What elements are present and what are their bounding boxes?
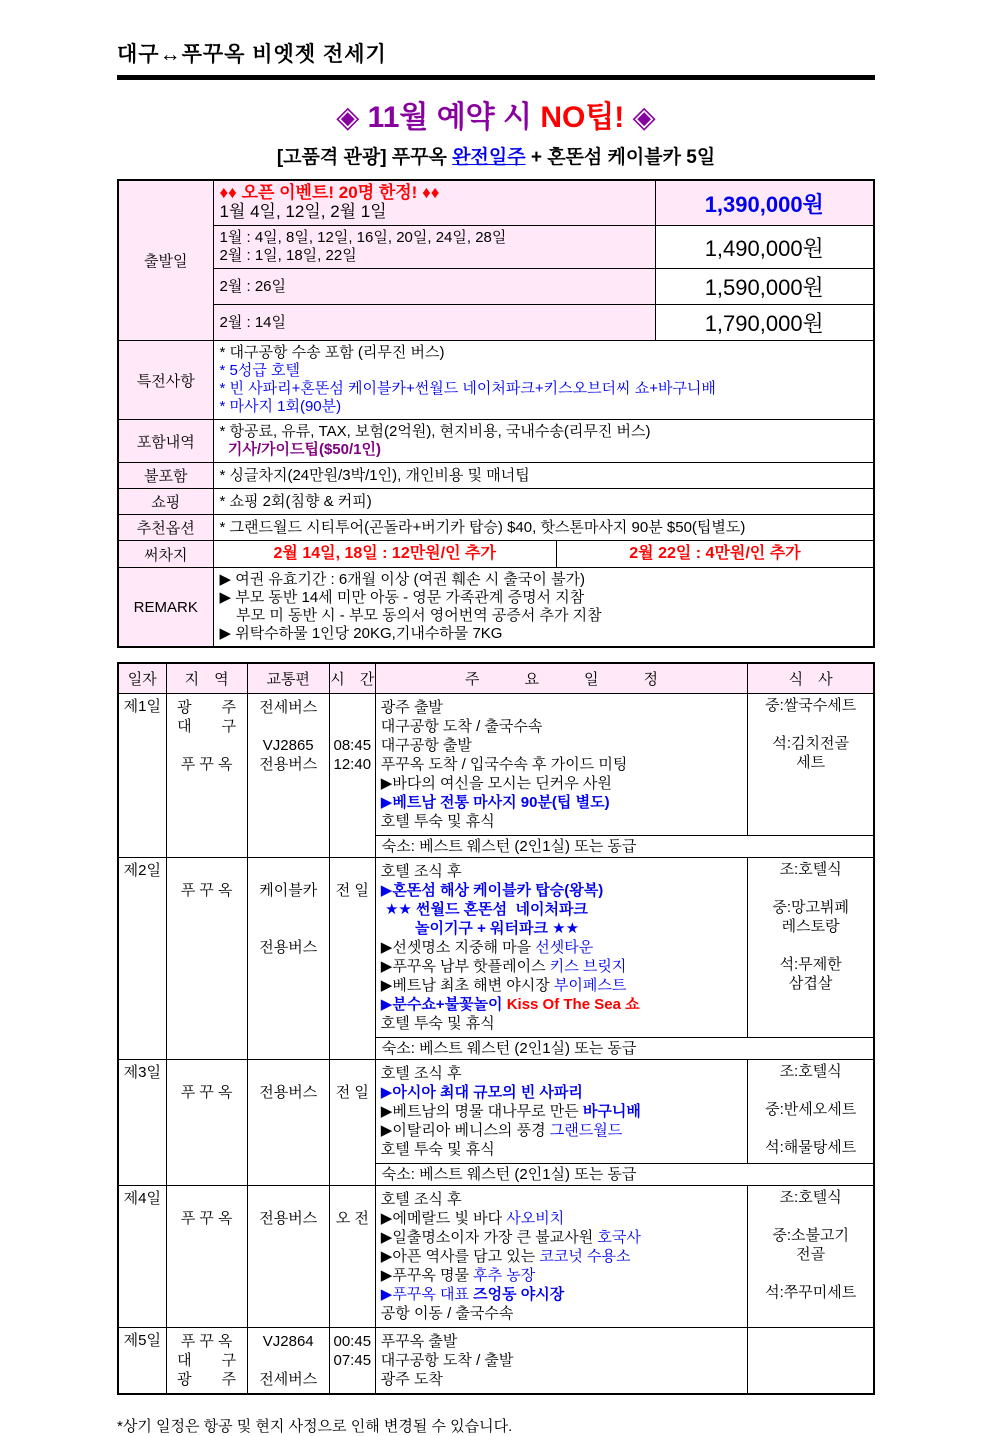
schedule-line: [381, 1209, 742, 1228]
schedule-line: [381, 1266, 742, 1285]
text-segment: 대구공항 도착 / 출국수속: [380, 718, 543, 735]
schedule-line: [381, 1332, 742, 1351]
text-segment: 호텔 조식 후: [380, 1065, 462, 1082]
transport-cell: [247, 694, 329, 858]
transport-cell-line: [249, 862, 328, 881]
remark-line: [220, 607, 868, 625]
row-label: 포함내역: [118, 420, 213, 463]
schedule-line: [381, 1102, 742, 1121]
text-segment: ♦♦ 오픈 이벤트! 20명 한정! ♦♦: [219, 183, 440, 202]
text-segment: 바구니배: [582, 1103, 641, 1120]
meal-line: 중:소불고기: [772, 1227, 849, 1244]
meal-line: 레스토랑: [781, 918, 840, 935]
footnote: *상기 일정은 항공 및 현지 사정으로 인해 변경될 수 있습니다.: [117, 1418, 513, 1435]
time-cell-line: 00:45: [333, 1333, 372, 1350]
text-segment: 1월 4일, 12일, 2월 1일: [219, 202, 387, 221]
schedule-line: [381, 938, 742, 957]
text-segment: 후추 농장: [473, 1267, 536, 1284]
schedule-cell: [375, 1186, 747, 1328]
meal-line: 석:쭈꾸미세트: [765, 1284, 857, 1301]
schedule-line: [381, 1083, 742, 1102]
meal-line: 조:호텔식: [779, 1063, 842, 1080]
region-cell-line: 광 주: [177, 1371, 237, 1388]
meal-line: [749, 879, 872, 898]
region-cell-line: 대 구: [177, 1352, 237, 1369]
transport-cell-line: [249, 1351, 328, 1370]
fare-price: 1,590,000원: [655, 269, 874, 305]
fare-date-line: [220, 314, 649, 332]
meal-line: 석:김치전골: [772, 735, 849, 752]
text-segment: 호텔 조식 후: [380, 1191, 462, 1208]
day-row: [118, 858, 874, 1038]
region-cell-line: [168, 862, 246, 881]
lodging-cell: 숙소: 베스트 웨스턴 (2인1실) 또는 동급: [375, 1164, 874, 1186]
time-cell-line: 오 전: [335, 1210, 369, 1227]
schedule-cell: [375, 1328, 747, 1395]
region-cell-line: 광 주: [177, 699, 237, 716]
schedule-line: [381, 1370, 742, 1389]
text-segment: 사오비치: [506, 1210, 565, 1227]
itin-header-row: [118, 663, 874, 694]
meal-line: [749, 1207, 872, 1226]
text-segment: ▶푸꾸옥 대표: [380, 1286, 474, 1303]
schedule-line: [381, 1140, 742, 1159]
text-segment: ▶아픈 역사를 담고 있는: [380, 1248, 540, 1265]
text-segment: * 그랜드월드 시티투어(곤돌라+버기카 탑승) $40, 핫스톤마사지 90분 $50(팁별도): [219, 518, 746, 536]
meal-line: 석:해물탕세트: [765, 1139, 857, 1156]
text-segment: ▶푸꾸옥 명물: [380, 1267, 474, 1284]
schedule-line: [381, 995, 742, 1014]
text-segment: ▶아시아 최대 규모의 빈 사파리: [380, 1084, 583, 1101]
schedule-line: [381, 1190, 742, 1209]
transport-cell-line: 전용버스: [259, 939, 318, 956]
text-segment: 기사/가이드팁($50/1인): [219, 441, 381, 458]
schedule-line: [381, 957, 742, 976]
text-segment: 즈엉동 야시장: [473, 1286, 565, 1303]
day-row: [118, 1060, 874, 1164]
text-segment: 호국사: [597, 1229, 641, 1246]
row-label: 특전사항: [118, 341, 213, 420]
text-segment: 공항 이동 / 출국수속: [380, 1305, 514, 1322]
text-segment: 호텔 투숙 및 휴식: [380, 1015, 495, 1032]
time-cell-line: 08:45: [333, 737, 372, 754]
diamond-icon: ◈: [632, 101, 656, 134]
promo-banner: [117, 92, 875, 136]
day-label: 제2일: [118, 858, 166, 1060]
row-label-departure: 출발일: [118, 180, 213, 341]
text-segment: 푸꾸옥 도착 / 입국수속 후 가이드 미팅: [380, 756, 628, 773]
schedule-line: [381, 1304, 742, 1323]
meal-line: [749, 1081, 872, 1100]
region-cell-line: [168, 1064, 246, 1083]
fare-date-line: [220, 229, 649, 247]
fare-price: 1,490,000원: [655, 226, 874, 269]
info-body: [213, 515, 874, 541]
schedule-line: [381, 976, 742, 995]
time-cell-line: 12:40: [333, 756, 372, 773]
time-cell: [329, 694, 375, 858]
text-segment: 호텔 조식 후: [380, 863, 462, 880]
subtitle-suffix: + 혼똔섬 케이블카 5일: [525, 147, 716, 168]
text-segment: * 쇼핑 2회(침향 & 커피): [219, 492, 372, 510]
transport-cell: [247, 1328, 329, 1395]
info-row: [118, 420, 874, 463]
row-label: 불포함: [118, 463, 213, 489]
text-segment: ▶ 위탁수하물 1인당 20KG,기내수하물 7KG: [219, 625, 503, 642]
surcharge-flex: [214, 541, 874, 567]
text-segment: * 싱글차지(24만원/3박/1인), 개인비용 및 매너팁: [219, 466, 530, 484]
region-cell: [166, 694, 247, 858]
info-line: [220, 467, 868, 485]
row-label: 쇼핑: [118, 489, 213, 515]
fare-date-line: [220, 247, 649, 265]
info-row: [118, 515, 874, 541]
info-line: [220, 362, 868, 380]
surcharge-text: 2월 14일, 18일 : 12만원/인 추가: [273, 545, 496, 562]
meal-line: [749, 715, 872, 734]
time-cell: [329, 858, 375, 1060]
transport-cell-line: VJ2864: [262, 1333, 314, 1350]
fare-dates: [213, 269, 655, 305]
text-segment: * 빈 사파리+혼똔섬 케이블카+썬월드 네이처파크+키스오브더씨 쇼+바구니배: [219, 380, 716, 397]
schedule-line: [381, 755, 742, 774]
promo-notip-text: NO팁!: [540, 101, 625, 134]
region-cell-line: 푸 꾸 옥: [180, 756, 233, 773]
schedule-line: [381, 1014, 742, 1033]
info-body: [213, 420, 874, 463]
schedule-line: [381, 1228, 742, 1247]
info-body: [213, 463, 874, 489]
remark-row: [118, 568, 874, 648]
lodging-cell: 숙소: 베스트 웨스턴 (2인1실) 또는 동급: [375, 1038, 874, 1060]
day-row: [118, 694, 874, 836]
transport-cell-line: [249, 919, 328, 938]
transport-cell: [247, 1060, 329, 1186]
promo-month-text: 11월 예약 시: [367, 101, 532, 134]
transport-cell-line: 전세버스: [259, 1371, 318, 1388]
meal-line: 조:호텔식: [779, 1189, 842, 1206]
text-segment: ▶혼똔섬 해상 케이블카 탑승(왕복): [380, 882, 604, 899]
fare-price: 1,390,000원: [655, 180, 874, 226]
text-segment: 2월 : 1일, 18일, 22일: [219, 247, 357, 264]
text-segment: ▶ 부모 동반 14세 미만 아동 - 영문 가족관계 증명서 지참: [219, 589, 585, 606]
info-row: [118, 341, 874, 420]
schedule-line: [381, 881, 742, 900]
header-cell: 시 간: [329, 663, 375, 694]
text-segment: * 대구공항 수송 포함 (리무진 버스): [219, 344, 445, 361]
region-cell-line: [168, 736, 246, 755]
diamond-icon: ◈: [336, 101, 360, 134]
time-cell-line: [331, 1064, 374, 1083]
day-label: 제5일: [118, 1328, 166, 1395]
schedule-cell: [375, 694, 747, 836]
schedule-line: [381, 1121, 742, 1140]
transport-cell-line: [249, 717, 328, 736]
meal-line: 중:반세오세트: [765, 1101, 857, 1118]
text-segment: 푸꾸옥 출발: [380, 1333, 458, 1350]
surcharge-cells: [213, 541, 874, 568]
transport-cell-line: [249, 900, 328, 919]
info-line: [220, 344, 868, 362]
info-row: [118, 463, 874, 489]
schedule-line: [381, 1285, 742, 1304]
text-segment: 광주 도착: [380, 1371, 443, 1388]
schedule-line: [381, 919, 742, 938]
region-cell: [166, 1328, 247, 1395]
info-line: [220, 423, 868, 441]
text-segment: ▶이탈리아 베니스의 풍경: [380, 1122, 550, 1139]
text-segment: 대구공항 도착 / 출발: [380, 1352, 514, 1369]
flyer-content: [117, 38, 875, 1436]
schedule-line: [381, 698, 742, 717]
time-cell-line: 전 일: [335, 1084, 369, 1101]
fare-row: [118, 226, 874, 269]
meal-line: 중:망고뷔페: [772, 899, 849, 916]
text-segment: ▶에메랄드 빛 바다: [380, 1210, 507, 1227]
meal-cell: [748, 1186, 874, 1328]
meal-line: [749, 1119, 872, 1138]
meal-cell: [748, 1060, 874, 1164]
schedule-line: [381, 717, 742, 736]
text-segment: * 항공료, 유류, TAX, 보험(2억원), 현지비용, 국내수송(리무진 버스): [219, 423, 651, 440]
transport-cell-line: 전용버스: [259, 756, 318, 773]
region-cell-line: [168, 1190, 246, 1209]
schedule-line: [381, 862, 742, 881]
fare-date-line: [220, 203, 649, 222]
remark-line: [220, 625, 868, 643]
info-line: [220, 519, 868, 537]
text-segment: 부이페스트: [553, 977, 627, 994]
region-cell-line: 푸 꾸 옥: [180, 882, 233, 899]
remark-body: [213, 568, 874, 648]
row-label: 추천옵션: [118, 515, 213, 541]
text-segment: 대구공항 출발: [380, 737, 472, 754]
text-segment: ★★ 썬월드 혼똔섬 네이처파크: [380, 901, 588, 918]
transport-cell: [247, 858, 329, 1060]
surcharge-text: 2월 22일 : 4만원/인 추가: [556, 541, 873, 567]
fare-row: [118, 305, 874, 341]
transport-cell-line: 케이블카: [259, 882, 318, 899]
header-cell: 식 사: [748, 663, 874, 694]
time-cell: [329, 1060, 375, 1186]
text-segment: Kiss Of The Sea 쇼: [506, 996, 640, 1013]
time-cell: [329, 1186, 375, 1328]
meal-line: 세트: [796, 754, 826, 771]
schedule-line: [381, 736, 742, 755]
region-cell-line: 푸 꾸 옥: [180, 1210, 233, 1227]
region-cell-line: 푸 꾸 옥: [180, 1084, 233, 1101]
text-segment: ▶바다의 여신을 모시는 딘커우 사원: [380, 775, 612, 792]
time-cell-line: [331, 1190, 374, 1209]
meal-cell: [748, 694, 874, 836]
day-row: [118, 1328, 874, 1395]
lodging-cell: 숙소: 베스트 웨스턴 (2인1실) 또는 동급: [375, 836, 874, 858]
text-segment: ▶베트남 전통 마사지 90분(팁 별도): [380, 794, 610, 811]
schedule-line: [381, 1064, 742, 1083]
info-body: [213, 341, 874, 420]
day-label: 제1일: [118, 694, 166, 858]
transport-cell-line: 전용버스: [259, 1084, 318, 1101]
meal-line: 전골: [796, 1246, 826, 1263]
transport-cell-line: [249, 1064, 328, 1083]
meal-line: 석:무제한: [779, 956, 842, 973]
text-segment: 광주 출발: [380, 699, 443, 716]
meal-line: [749, 936, 872, 955]
row-label-surcharge: 써차지: [118, 541, 213, 568]
meal-line: [749, 1264, 872, 1283]
region-cell-line: 푸 꾸 옥: [180, 1333, 233, 1350]
meal-line: 삼겹살: [788, 975, 833, 992]
time-cell-line: 07:45: [333, 1352, 372, 1369]
region-cell: [166, 858, 247, 1060]
text-segment: 부모 미 동반 시 - 부모 동의서 영어번역 공증서 추가 지참: [219, 607, 602, 624]
info-line: [220, 380, 868, 398]
transport-cell: [247, 1186, 329, 1328]
time-cell: [329, 1328, 375, 1395]
text-segment: 그랜드월드: [549, 1122, 623, 1139]
header-cell: 주 요 일 정: [375, 663, 747, 694]
info-line: [220, 441, 868, 459]
time-cell-line: [331, 717, 374, 736]
itinerary-table: [117, 662, 875, 1395]
text-segment: 1월 : 4일, 8일, 12일, 16일, 20일, 24일, 28일: [219, 229, 507, 246]
subtitle: [117, 142, 875, 169]
schedule-line: [381, 793, 742, 812]
text-segment: 선셋타운: [535, 939, 594, 956]
fare-date-line: [220, 184, 649, 203]
day-label: 제4일: [118, 1186, 166, 1328]
info-table: [117, 179, 875, 648]
transport-cell-line: 전세버스: [259, 699, 318, 716]
info-line: [220, 493, 868, 511]
fare-dates: [213, 180, 655, 226]
schedule-line: [381, 1351, 742, 1370]
meal-cell: [748, 858, 874, 1038]
time-cell-line: 전 일: [335, 882, 369, 899]
subtitle-prefix: [고품격 관광] 푸꾸옥: [276, 147, 453, 168]
header-cell: 일자: [118, 663, 166, 694]
fare-dates: [213, 226, 655, 269]
text-segment: ▶베트남의 명물 대나무로 만든: [380, 1103, 583, 1120]
title-rule: [117, 75, 875, 80]
region-cell: [166, 1060, 247, 1186]
transport-cell-line: VJ2865: [262, 737, 314, 754]
info-line: [220, 398, 868, 416]
text-segment: ▶베트남 최초 해변 야시장: [380, 977, 554, 994]
time-cell-line: [331, 862, 374, 881]
info-body: [213, 489, 874, 515]
region-cell-line: 대 구: [177, 718, 237, 735]
meal-line: 조:호텔식: [779, 861, 842, 878]
text-segment: * 5성급 호텔: [219, 362, 300, 379]
text-segment: 2월 : 14일: [219, 313, 287, 331]
time-cell-line: [331, 698, 374, 717]
meal-cell: [748, 1328, 874, 1395]
meal-line: 중:쌀국수세트: [765, 697, 857, 714]
text-segment: ▶푸꾸옥 남부 핫플레이스: [380, 958, 550, 975]
fare-dates: [213, 305, 655, 341]
schedule-line: [381, 1247, 742, 1266]
row-label-remark: REMARK: [118, 568, 213, 648]
remark-line: [220, 589, 868, 607]
text-segment: 놀이기구 + 워터파크 ★★: [380, 920, 580, 937]
info-row: [118, 489, 874, 515]
header-cell: 지 역: [166, 663, 247, 694]
day-label: 제3일: [118, 1060, 166, 1186]
schedule-line: [381, 812, 742, 831]
fare-row: [118, 269, 874, 305]
remark-line: [220, 571, 868, 589]
text-segment: * 마사지 1회(90분): [219, 398, 342, 415]
fare-date-line: [220, 278, 649, 296]
doc-title: 대구↔푸꾸옥 비엣젯 전세기: [117, 43, 387, 66]
schedule-line: [381, 900, 742, 919]
schedule-cell: [375, 858, 747, 1038]
fare-price: 1,790,000원: [655, 305, 874, 341]
text-segment: 2월 : 26일: [219, 277, 287, 295]
surcharge-row: [118, 541, 874, 568]
text-segment: ▶ 여권 유효기간 : 6개월 이상 (여권 훼손 시 출국이 불가): [219, 571, 586, 588]
day-row: [118, 1186, 874, 1328]
fare-row: [118, 180, 874, 226]
text-segment: 코코넛 수용소: [539, 1248, 631, 1265]
transport-cell-line: [249, 1190, 328, 1209]
text-segment: ▶선셋명소 지중해 마을: [380, 939, 536, 956]
subtitle-highlight: 완전일주: [452, 147, 526, 168]
schedule-cell: [375, 1060, 747, 1164]
transport-cell-line: 전용버스: [259, 1210, 318, 1227]
schedule-line: [381, 774, 742, 793]
text-segment: 호텔 투숙 및 휴식: [380, 1141, 495, 1158]
region-cell: [166, 1186, 247, 1328]
text-segment: ▶분수쇼+불꽃놀이: [380, 996, 507, 1013]
text-segment: ▶일출명소이자 가장 큰 불교사원: [380, 1229, 598, 1246]
header-cell: 교통편: [247, 663, 329, 694]
text-segment: 키스 브릿지: [549, 958, 627, 975]
text-segment: 호텔 투숙 및 휴식: [380, 813, 495, 830]
